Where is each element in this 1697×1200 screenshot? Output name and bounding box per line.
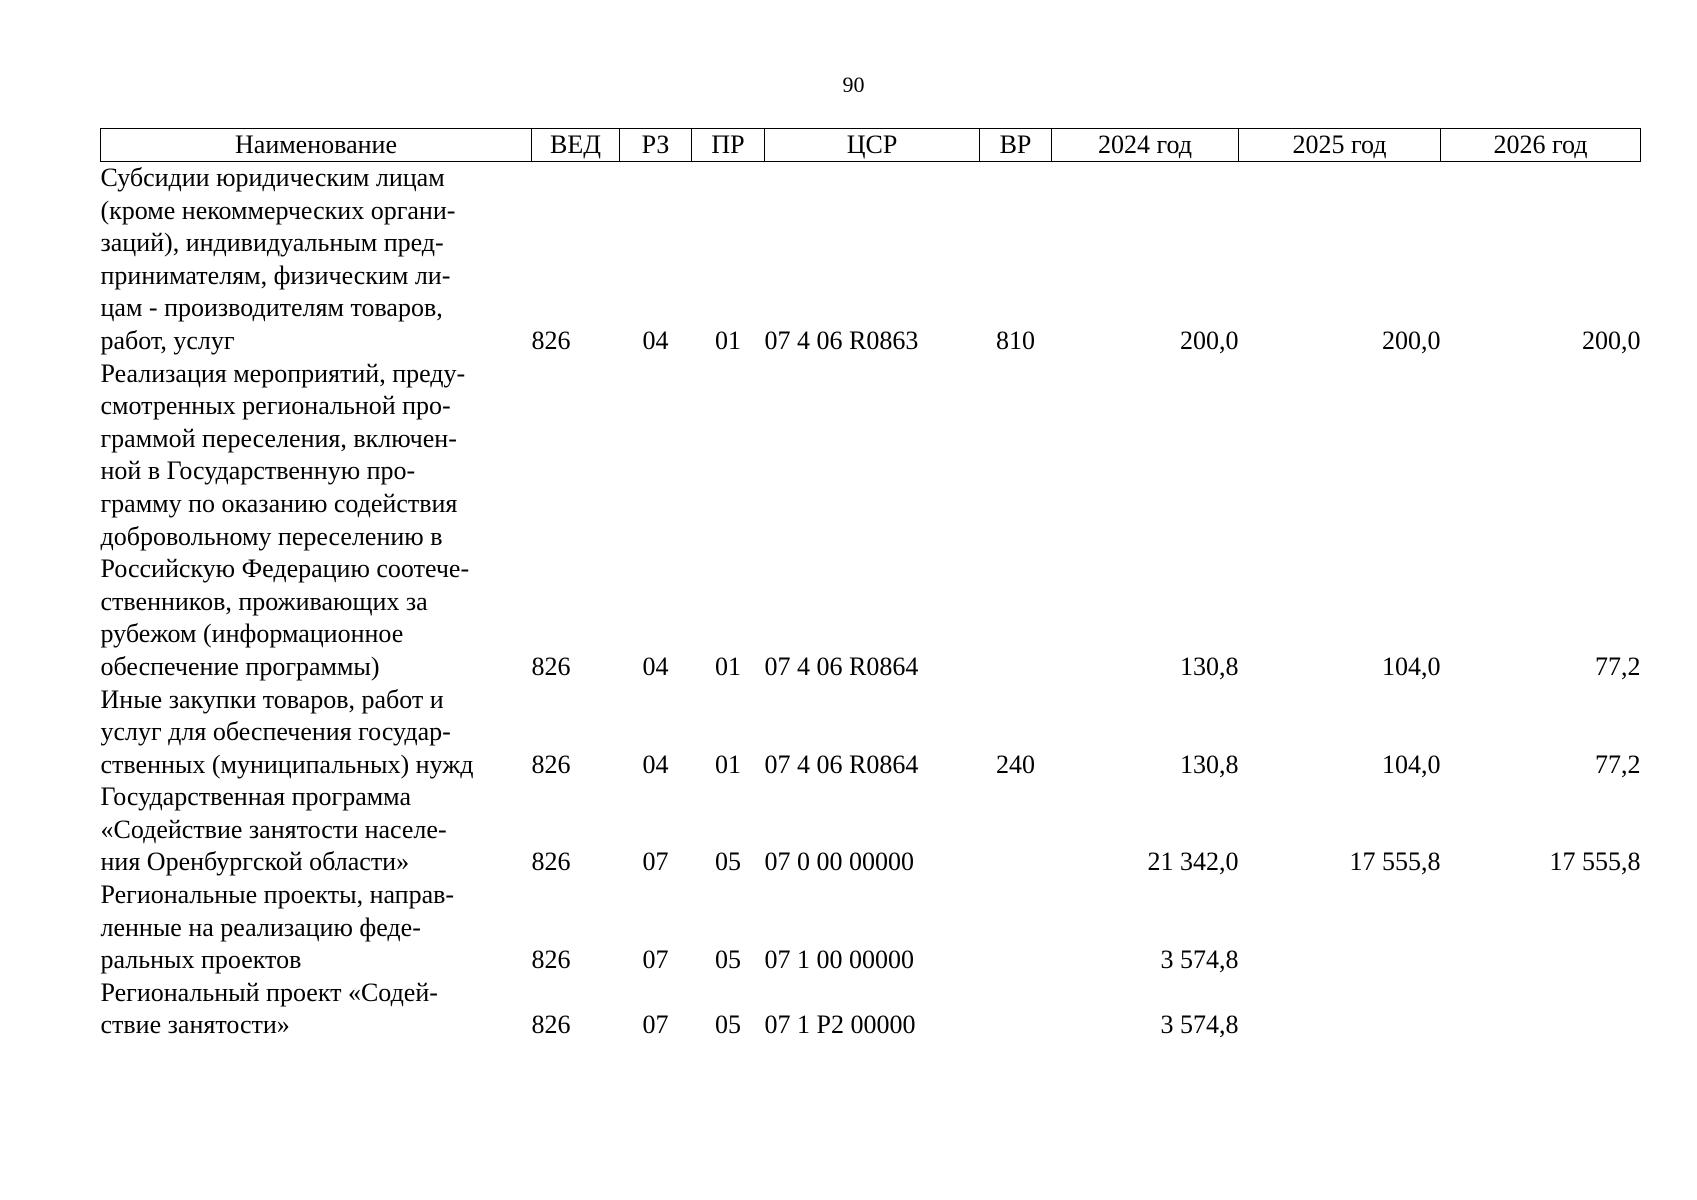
header-pr: ПР [692, 129, 765, 162]
cell-csr: 07 1 00 00000 [764, 945, 914, 975]
cell-ved: 826 [531, 1010, 571, 1040]
cell-pr: 01 [715, 749, 741, 779]
cell-2026 [1441, 879, 1641, 977]
cell-2025: 17 555,8 [1349, 847, 1441, 877]
cell-name: Субсидии юридическим лицам (кроме некоммерческих органи- заций), индивидуальным пред- принимателям, физическим ли- цам - производителям товаров, работ, услуг [100, 163, 456, 355]
cell-ved: 826 [531, 847, 571, 877]
cell-csr: 07 4 06 R0864 [764, 749, 919, 779]
cell-name: Реализация мероприятий, преду- смотренных региональной про- граммой переселения, включен- ной в Государственную про- грамму по оказанию содействия добровольному переселению в Российскую Федерацию соотече- ственников, проживающих за рубежом (информационное обеспечение программы) [100, 358, 470, 681]
cell-2024: 21 342,0 [1147, 847, 1239, 877]
cell-vr [980, 977, 1052, 1042]
header-rz: РЗ [620, 129, 692, 162]
cell-2026: 17 555,8 [1549, 847, 1641, 877]
cell-rz: 07 [642, 1010, 669, 1040]
cell-pr: 01 [715, 325, 741, 355]
cell-pr: 01 [715, 651, 741, 681]
header-row [101, 129, 1641, 162]
cell-rz: 07 [642, 847, 669, 877]
table-row [101, 684, 1641, 782]
cell-2025 [1239, 879, 1441, 977]
cell-csr: 07 4 06 R0864 [764, 651, 919, 681]
table-row [101, 358, 1641, 684]
cell-rz: 04 [642, 651, 669, 681]
cell-2026 [1441, 977, 1641, 1042]
header-ved: ВЕД [532, 129, 620, 162]
header-2025: 2025 год [1239, 129, 1441, 162]
cell-name: Региональный проект «Содей- ствие занятости» [100, 977, 438, 1040]
cell-2024: 130,8 [1180, 749, 1239, 779]
cell-2026: 200,0 [1582, 325, 1641, 355]
table-header [101, 129, 1641, 162]
cell-2025 [1239, 977, 1441, 1042]
table-row [101, 162, 1641, 358]
cell-2026: 77,2 [1595, 749, 1641, 779]
cell-vr [980, 879, 1052, 977]
cell-2026: 77,2 [1595, 651, 1641, 681]
cell-csr: 07 0 00 00000 [764, 847, 914, 877]
cell-csr: 07 4 06 R0863 [764, 325, 919, 355]
cell-name: Государственная программа «Содействие занятости населе- ния Оренбургской области» [100, 782, 447, 877]
cell-pr: 05 [715, 945, 741, 975]
cell-2025: 104,0 [1382, 651, 1441, 681]
cell-2025: 104,0 [1382, 749, 1441, 779]
table-row [101, 879, 1641, 977]
header-csr: ЦСР [765, 129, 980, 162]
header-name: Наименование [101, 129, 532, 162]
cell-2024: 200,0 [1180, 325, 1239, 355]
cell-2024: 3 574,8 [1160, 945, 1239, 975]
header-2026: 2026 год [1441, 129, 1641, 162]
table-row [101, 977, 1641, 1042]
cell-vr: 240 [996, 749, 1035, 779]
cell-rz: 04 [642, 325, 669, 355]
cell-rz: 07 [642, 945, 669, 975]
header-2024: 2024 год [1052, 129, 1239, 162]
cell-name: Иные закупки товаров, работ и услуг для обеспечения государ- ственных (муниципальных) нужд [100, 684, 474, 779]
table-body [101, 162, 1641, 1043]
header-vr: ВР [980, 129, 1052, 162]
cell-ved: 826 [531, 325, 571, 355]
page-number: 90 [842, 72, 865, 97]
cell-ved: 826 [531, 749, 571, 779]
cell-vr [980, 781, 1052, 879]
cell-vr: 810 [996, 325, 1035, 355]
cell-2025: 200,0 [1382, 325, 1441, 355]
cell-csr: 07 1 P2 00000 [764, 1010, 916, 1040]
cell-name: Региональные проекты, направ- ленные на реализацию феде- ральных проектов [100, 880, 455, 975]
cell-pr: 05 [715, 847, 741, 877]
cell-2024: 130,8 [1180, 651, 1239, 681]
cell-vr [980, 358, 1052, 684]
budget-table [100, 128, 1641, 1042]
table-row [101, 781, 1641, 879]
cell-2024: 3 574,8 [1160, 1010, 1239, 1040]
cell-ved: 826 [531, 651, 571, 681]
cell-ved: 826 [531, 945, 571, 975]
cell-pr: 05 [715, 1010, 741, 1040]
cell-rz: 04 [642, 749, 669, 779]
